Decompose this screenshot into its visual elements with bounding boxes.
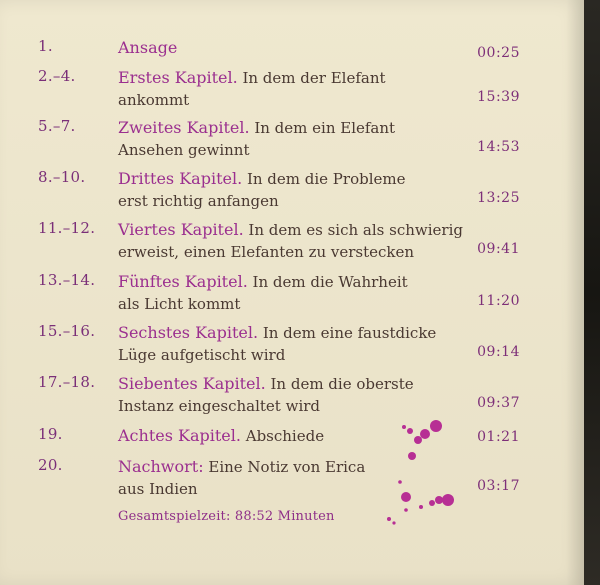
track-title: [118, 37, 478, 59]
track-duration: 09:37: [477, 395, 520, 411]
track-title: [118, 219, 478, 263]
chapter-description: In dem der Elefant: [237, 69, 386, 87]
chapter-description-line-2: Ansehen gewinnt: [118, 141, 250, 159]
chapter-description-line-2: als Licht kommt: [118, 295, 241, 313]
total-runtime: Gesamtspielzeit: 88:52 Minuten: [118, 509, 335, 524]
track-duration: 03:17: [477, 478, 520, 494]
track-title: [118, 271, 478, 315]
track-entry-2: [0, 67, 584, 111]
track-entry-10: [0, 456, 584, 500]
chapter-name: Siebentes Kapitel.: [118, 374, 266, 393]
track-entry-8: [0, 373, 584, 417]
track-number: 20.: [38, 456, 63, 474]
track-duration: 09:14: [477, 344, 520, 360]
chapter-name: Nachwort:: [118, 457, 204, 476]
track-title: [118, 425, 478, 447]
chapter-name: Zweites Kapitel.: [118, 118, 250, 137]
track-number: 19.: [38, 425, 63, 443]
track-number: 5.–7.: [38, 117, 76, 135]
track-entry-7: [0, 322, 584, 366]
track-entry-6: [0, 271, 584, 315]
chapter-description: In dem die Wahrheit: [247, 273, 408, 291]
track-entry-5: [0, 219, 584, 263]
track-title: [118, 168, 478, 212]
track-duration: 11:20: [477, 293, 520, 309]
track-title: [118, 67, 478, 111]
chapter-description: Eine Notiz von Erica: [203, 458, 366, 476]
chapter-description-line-2: ankommt: [118, 91, 190, 109]
chapter-description: In dem eine faustdicke: [258, 324, 437, 342]
chapter-description: In dem ein Elefant: [249, 119, 396, 137]
track-number: 8.–10.: [38, 168, 86, 186]
chapter-description-line-2: erweist, einen Elefanten zu verstecken: [118, 243, 415, 261]
chapter-name: Fünftes Kapitel.: [118, 272, 248, 291]
chapter-description: In dem die oberste: [265, 375, 414, 393]
track-title: [118, 117, 478, 161]
track-duration: 14:53: [477, 139, 520, 155]
track-duration: 15:39: [477, 89, 520, 105]
track-title: [118, 456, 478, 500]
track-duration: 00:25: [477, 45, 520, 61]
track-number: 1.: [38, 37, 53, 55]
page-edge: [584, 0, 600, 585]
track-entry-4: [0, 168, 584, 212]
chapter-name: Ansage: [118, 38, 178, 57]
chapter-name: Erstes Kapitel.: [118, 68, 238, 87]
track-number: 13.–14.: [38, 271, 96, 289]
chapter-description-line-2: aus Indien: [118, 480, 198, 498]
chapter-name: Sechstes Kapitel.: [118, 323, 259, 342]
chapter-name: Drittes Kapitel.: [118, 169, 243, 188]
chapter-name: Achtes Kapitel.: [118, 426, 241, 445]
track-number: 15.–16.: [38, 322, 96, 340]
chapter-description-line-2: Lüge aufgetischt wird: [118, 346, 286, 364]
chapter-name: Viertes Kapitel.: [118, 220, 244, 239]
chapter-description: In dem es sich als schwierig: [243, 221, 463, 239]
chapter-description: Abschiede: [240, 427, 325, 445]
track-duration: 09:41: [477, 241, 520, 257]
track-title: [118, 373, 478, 417]
track-duration: 13:25: [477, 190, 520, 206]
track-duration: 01:21: [477, 429, 520, 445]
track-number: 2.–4.: [38, 67, 76, 85]
chapter-description-line-2: erst richtig anfangen: [118, 192, 279, 210]
chapter-description-line-2: Instanz eingeschaltet wird: [118, 397, 321, 415]
track-entry-3: [0, 117, 584, 161]
chapter-description: In dem die Probleme: [242, 170, 406, 188]
track-title: [118, 322, 478, 366]
track-number: 17.–18.: [38, 373, 96, 391]
track-number: 11.–12.: [38, 219, 96, 237]
